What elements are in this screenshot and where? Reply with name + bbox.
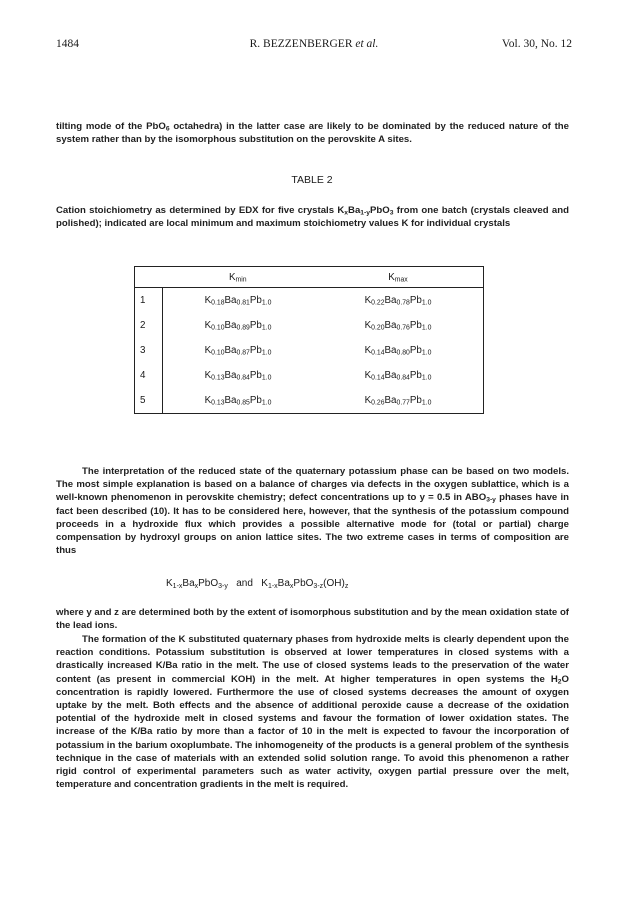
pb-index: 1.0: [421, 399, 432, 407]
k-index: 0.18: [211, 299, 225, 307]
k-index: 0.13: [211, 374, 225, 382]
composition-formulas: [166, 578, 506, 589]
k-index: 0.14: [371, 349, 385, 357]
ba-index: 0.81: [236, 299, 250, 307]
k-index: 0.13: [211, 399, 225, 407]
caption-s3: 3: [389, 209, 394, 217]
f1-b: Ba: [182, 578, 195, 589]
header-kmin-main: K: [228, 271, 236, 283]
intro-paragraph: [56, 120, 569, 146]
kmin-formula: $K_{0.18}Ba_{0.81}Pb_{1.0}$: [204, 295, 272, 307]
f1-c-sub: 3-y: [218, 582, 228, 590]
ba-index: 0.78: [396, 299, 410, 307]
formation-paragraph: [56, 633, 569, 791]
table-row: [135, 288, 484, 314]
crystal-number: 3: [135, 338, 163, 363]
ba-index: 0.89: [236, 324, 250, 332]
pb-index: 1.0: [421, 324, 432, 332]
kmin-formula: $K_{0.13}Ba_{0.84}Pb_{1.0}$: [204, 370, 272, 382]
crystal-number: 2: [135, 313, 163, 338]
formation-s1: 2: [557, 678, 562, 686]
kmax-formula: $K_{0.14}Ba_{0.84}Pb_{1.0}$: [313, 363, 484, 388]
interpretation-t2: phases have in fact been described (10). It has to be considered here, however, that the synthesis of the potassium compound proceeds in a hydroxide flux which provides a possible alternative mode for (total or partial) charge compensation by hydroxyl groups on anion lattice sites. The two extreme cases in terms of composition are thus: [56, 492, 569, 557]
kmax-formula: $K_{0.20}Ba_{0.76}Pb_{1.0}$: [313, 313, 484, 338]
caption-t1: Cation stoichiometry as determined by EDX for five crystals K: [56, 205, 345, 216]
table-title: TABLE 2: [291, 174, 333, 186]
header-kmax-sub: max: [394, 276, 408, 284]
ba-index: 0.77: [396, 399, 410, 407]
intro-text-b: octahedra) in the latter case are likely to be dominated by the reduced nature of the system rather than by the isomorphous substitution on the perovskite A sites.: [56, 121, 569, 146]
pb-index: 1.0: [261, 349, 272, 357]
pb-index: 1.0: [261, 374, 272, 382]
pb-index: 1.0: [421, 374, 432, 382]
table-row: [135, 363, 484, 388]
f1-a-sub: 1-x: [172, 582, 183, 590]
f2-a-sub: 1-x: [267, 582, 278, 590]
kmax-formula: $K_{0.22}Ba_{0.78}Pb_{1.0}$: [313, 288, 484, 314]
k-index: 0.22: [371, 299, 385, 307]
interpretation-paragraph: [56, 465, 569, 557]
crystal-number: 1: [135, 288, 163, 314]
intro-text-a: tilting mode of the PbO: [56, 121, 166, 132]
interpretation-s1: 3-y: [486, 497, 496, 505]
header-et-al: et al.: [355, 38, 379, 50]
f2-a: K: [261, 578, 268, 589]
header-authors: R. BEZZENBERGER: [249, 38, 353, 50]
caption-s2: 1-y: [360, 209, 371, 217]
kmin-formula: $K_{0.10}Ba_{0.89}Pb_{1.0}$: [204, 320, 272, 332]
formula-and: and: [236, 578, 253, 589]
interpretation-t1: The interpretation of the reduced state of the quaternary potassium phase can be based on two models. The most simple explanation is based on a balance of charges via defects in the oxygen sublattice, which is a well-known phenomenon in perovskite chemistry; defect concentrations up to y = 0.5 in ABO: [56, 466, 569, 504]
caption-t3: PbO: [370, 205, 390, 216]
f2-c: PbO: [293, 578, 314, 589]
formation-t1: The formation of the K substituted quaternary phases from hydroxide melts is clearly dependent upon the reaction conditions. Potassium substitution is observed at lower temperatures in closed systems with a drastically increased K/Ba ratio in the melt. The use of closed systems leads to the preservation of the water content (as present in commercial KOH) in the melt. At higher temperatures in open systems the H: [56, 634, 569, 685]
pb-index: 1.0: [421, 349, 432, 357]
where-paragraph: where y and z are determined both by the extent of isomorphous substitution and by the mean oxidation state of the lead ions.: [56, 607, 569, 632]
header-kmax-main: K: [388, 271, 395, 283]
ba-index: 0.80: [396, 349, 410, 357]
caption-s1: x: [344, 209, 349, 217]
ba-index: 0.84: [396, 374, 410, 382]
header-empty-cell: [135, 267, 163, 288]
header-kmin: [163, 267, 314, 288]
k-index: 0.10: [211, 324, 225, 332]
f1-b-sub: x: [194, 582, 199, 590]
f1-c: PbO: [198, 578, 219, 589]
f2-b-sub: x: [289, 582, 294, 590]
formation-t2: O concentration is rapidly lowered. Furthermore the use of closed systems decreases the amount of oxygen uptake by the melt. Both effects and the absence of additional peroxide cause a decrease of the oxidation potential of the hydroxide melt in closed systems and favour the formation of lower oxidation states. The increase of the K/Ba ratio by more than a factor of 10 in the melt is expected to favour the incorporation of potassium in the barium oxoplumbate. The inhomogeneity of the products is a general problem of the synthesis technique in the case of materials with an extended solid solution range. To avoid this phenomenon a rather rigid control of experimental parameters such as water activity, oxygen partial pressure over the melt, temperature and concentration gradients in the melt is required.: [56, 673, 569, 791]
ba-index: 0.87: [236, 349, 250, 357]
f2-c-sub: 3-z: [313, 582, 324, 590]
kmax-formula: $K_{0.14}Ba_{0.80}Pb_{1.0}$: [313, 338, 484, 363]
k-index: 0.26: [371, 399, 385, 407]
header-kmax: [313, 267, 484, 288]
formula-hydroxyl: [261, 578, 348, 589]
header-kmin-sub: min: [235, 276, 247, 284]
running-header: [56, 38, 572, 54]
table-header-row: [135, 267, 484, 288]
kmin-formula: $K_{0.13}Ba_{0.85}Pb_{1.0}$: [163, 388, 314, 414]
crystal-number: 5: [135, 388, 163, 414]
volume-issue: Vol. 30, No. 12: [501, 38, 572, 50]
crystal-number: 4: [135, 363, 163, 388]
stoichiometry-table: [134, 266, 484, 414]
table-row: [135, 338, 484, 363]
k-index: 0.14: [371, 374, 385, 382]
caption-t2: Ba: [348, 205, 361, 216]
k-index: 0.20: [371, 324, 385, 332]
pb-index: 1.0: [261, 299, 272, 307]
f1-a: K: [166, 578, 173, 589]
f2-d-sub: z: [344, 582, 349, 590]
kmin-formula: $K_{0.10}Ba_{0.87}Pb_{1.0}$: [204, 345, 272, 357]
ba-index: 0.85: [236, 399, 250, 407]
running-title: [56, 38, 572, 50]
table-caption: [56, 204, 569, 230]
page-number: 1484: [56, 38, 79, 50]
f2-b: Ba: [277, 578, 290, 589]
kmax-formula: $K_{0.26}Ba_{0.77}Pb_{1.0}$: [313, 388, 484, 414]
ba-index: 0.84: [236, 374, 250, 382]
pb-index: 1.0: [421, 299, 432, 307]
formula-oxygen-defect: [166, 578, 228, 589]
k-index: 0.10: [211, 349, 225, 357]
table-row: [135, 313, 484, 338]
pb-index: 1.0: [261, 324, 272, 332]
table-row: [135, 388, 484, 414]
f2-d: (OH): [323, 578, 345, 589]
intro-sub-a: 6: [165, 125, 170, 133]
caption-t4: from one batch (crystals cleaved and polished); indicated are local minimum and maximum stoichiometry values K for individual crystals: [56, 205, 569, 230]
ba-index: 0.76: [396, 324, 410, 332]
pb-index: 1.0: [261, 399, 272, 407]
